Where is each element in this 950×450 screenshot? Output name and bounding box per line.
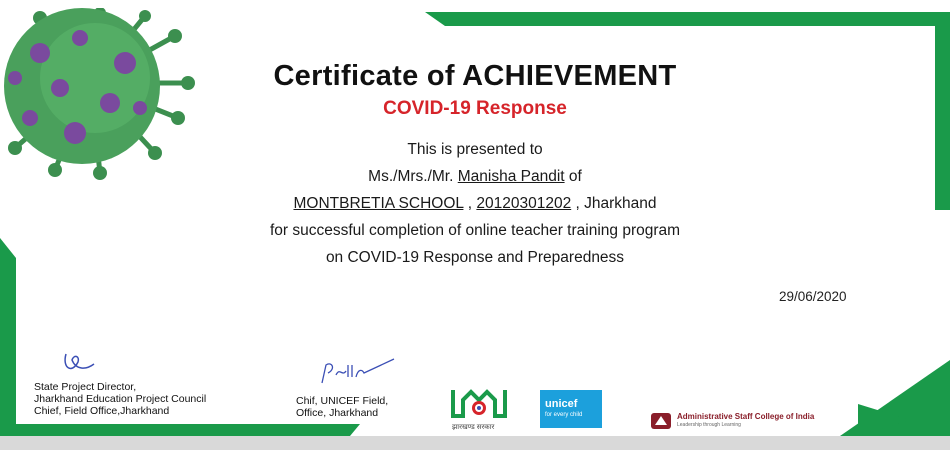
- school-name: MONTBRETIA SCHOOL: [293, 195, 464, 212]
- signature-1-icon: [60, 348, 100, 378]
- signatory-2: [296, 395, 388, 419]
- ascl-logo-icon: [650, 412, 672, 430]
- certificate-title: Certificate of ACHIEVEMENT: [273, 60, 677, 92]
- certificate-subtitle: COVID-19 Response: [383, 98, 567, 119]
- ascl-tagline: Leadership through Learning: [677, 422, 741, 428]
- completion-line: for successful completion of online teacher training program: [269, 222, 681, 239]
- signatory-1-line: State Project Director,: [34, 381, 137, 393]
- ascl-name: Administrative Staff College of India: [677, 412, 815, 421]
- unicef-logo-icon: [540, 390, 602, 428]
- comma-separator: ,: [467, 195, 473, 212]
- unicef-tagline: for every child: [545, 412, 583, 418]
- recipient-line: [0, 168, 950, 186]
- signatory-1: [34, 381, 206, 417]
- program-line: on COVID-19 Response and Preparedness: [325, 249, 625, 266]
- of-text: of: [568, 168, 582, 185]
- recipient-name: Manisha Pandit: [457, 168, 565, 185]
- presented-line: This is presented to: [407, 141, 543, 158]
- signatory-2-line: Office, Jharkhand: [296, 407, 379, 419]
- signatory-1-line: Jharkhand Education Project Council: [34, 393, 207, 405]
- bottom-left-border-band: [0, 424, 360, 436]
- signatory-1-line: Chief, Field Office,Jharkhand: [34, 405, 170, 417]
- school-code: 20120301202: [476, 195, 572, 212]
- issue-date: 29/06/2020: [779, 289, 847, 304]
- jharkhand-caption: झारखण्ड सरकार: [452, 424, 495, 431]
- left-border-band: [0, 238, 16, 436]
- jharkhand-emblem-icon: [449, 386, 509, 424]
- school-line: [0, 195, 950, 213]
- state-text: , Jharkhand: [575, 195, 657, 212]
- signature-2-icon: [318, 357, 398, 389]
- signatory-2-line: Chif, UNICEF Field,: [296, 395, 389, 407]
- unicef-name: unicef: [545, 398, 578, 410]
- salutation-prefix: Ms./Mrs./Mr.: [368, 168, 454, 185]
